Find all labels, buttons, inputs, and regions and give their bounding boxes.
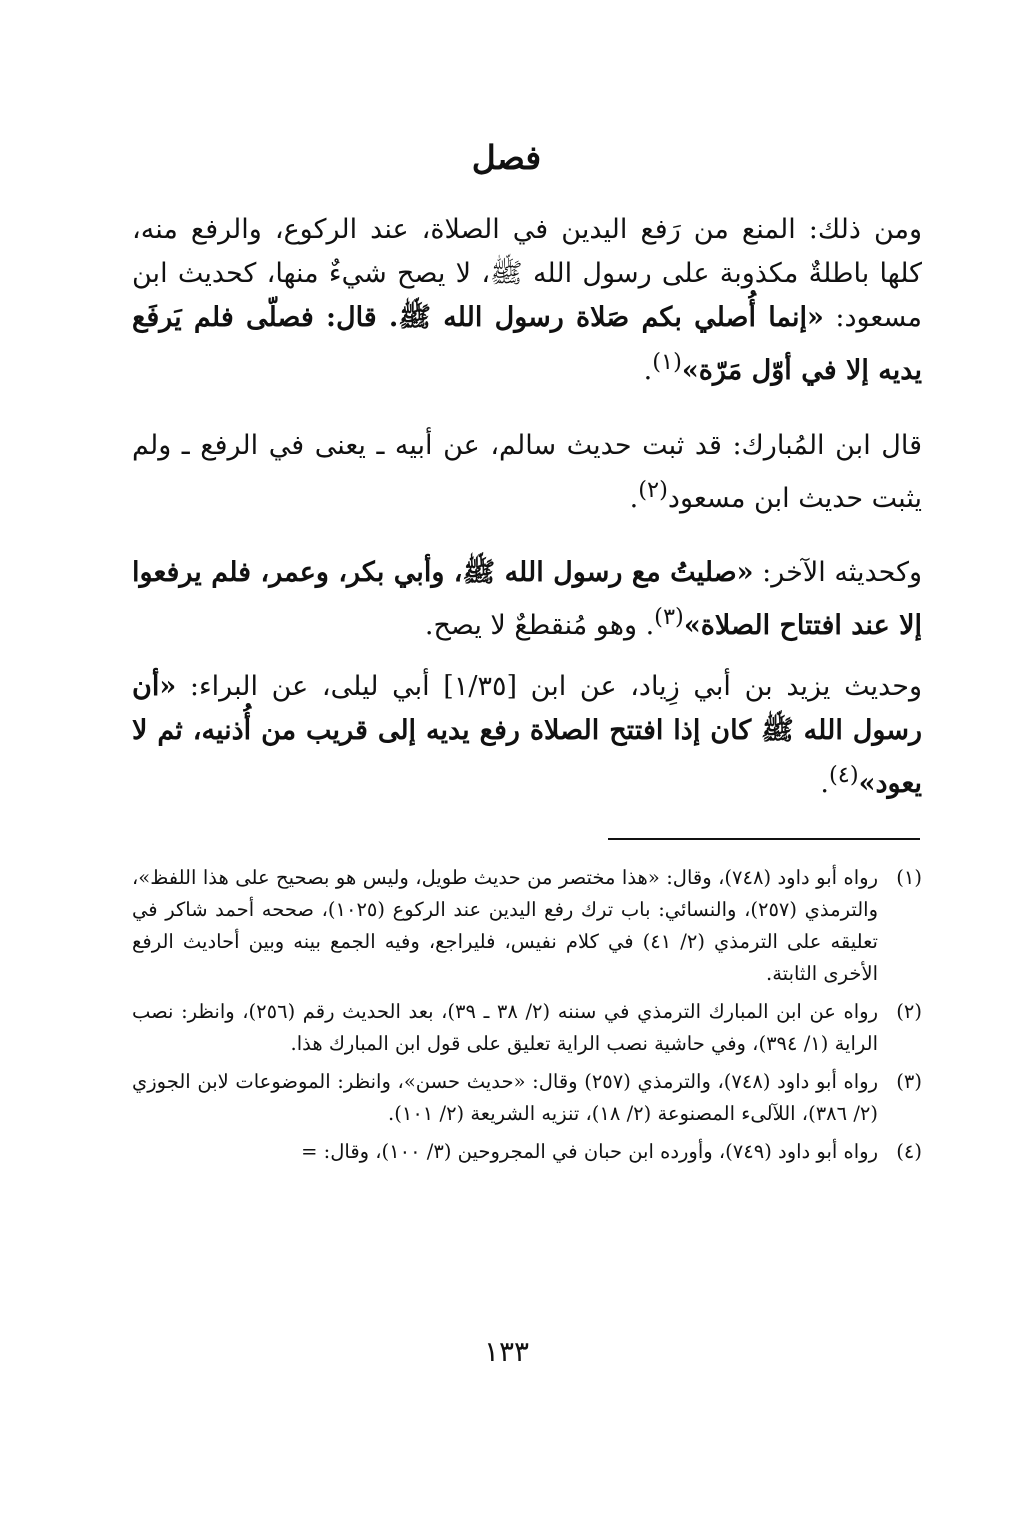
- footnote-4: [132, 1136, 922, 1168]
- hadith-quote-4: «أن رسول الله ﷺ كان إذا افتتح الصلاة رفع يديه إلى قريب من أُذنيه، ثم لا يعود»: [132, 671, 922, 799]
- footnote-text: رواه أبو داود (٧٤٩)، وأورده ابن حبان في المجروحين (٣/ ١٠٠)، وقال: =: [301, 1140, 878, 1163]
- page-number: ١٣٣: [483, 1335, 530, 1368]
- paragraph-4: [132, 665, 964, 806]
- paragraph-3-text: وكحديثه الآخر:: [753, 557, 922, 588]
- footnote-text: رواه أبو داود (٧٤٨)، والترمذي (٢٥٧) وقال: «حديث حسن»، وانظر: الموضوعات لابن الجوزي (٢/ ٣٨٦)، اللآلىء المصنوعة (٢/ ١٨)، تنزيه الشريعة (٢/ ١٠١).: [132, 1070, 878, 1125]
- paragraph-3: [132, 551, 964, 648]
- footnote-3: [132, 1066, 922, 1130]
- footnote-2: [132, 996, 922, 1060]
- footnote-ref-4[interactable]: (٤): [828, 762, 859, 788]
- footnote-number: (٣): [896, 1070, 922, 1093]
- section-heading: فصل: [471, 138, 542, 177]
- hadith-quote-3: «صليتُ مع رسول الله ﷺ، وأبي بكر، وعمر، فلم يرفعوا إلا عند افتتاح الصلاة»: [132, 557, 922, 641]
- paragraph-2-end: .: [629, 483, 639, 514]
- footnote-number: (٢): [896, 1000, 922, 1023]
- paragraph-3-comment: . وهو مُنقطعٌ لا يصح.: [424, 610, 655, 641]
- footnotes: [132, 862, 922, 1174]
- footnote-1: [132, 862, 922, 990]
- paragraph-2-text: قال ابن المُبارك: قد ثبت حديث سالم، عن أبيه ـ يعنى في الرفع ـ ولم يثبت حديث ابن مسعود: [132, 430, 922, 514]
- paragraph-4-text: وحديث يزيد بن أبي زِياد، عن ابن [١/٣٥] أبي ليلى، عن البراء:: [176, 671, 923, 702]
- paragraph-2: [132, 424, 964, 521]
- paragraph-1-text: ومن ذلك: المنع من رَفع اليدين في الصلاة، عند الركوع، والرفع منه، كلها باطلةٌ مكذوبة على رسول الله ﷺ، لا يصح شيءٌ منها، كحديث ابن مسعود:: [132, 214, 923, 333]
- footnote-number: (٤): [896, 1140, 922, 1163]
- footnote-separator: [608, 838, 920, 840]
- paragraph-1: [132, 208, 964, 393]
- footnote-text: رواه أبو داود (٧٤٨)، وقال: «هذا مختصر من حديث طويل، وليس هو بصحيح على هذا اللفظ»، والترمذي (٢٥٧)، والنسائي: باب ترك رفع اليدين عند الركوع (١٠٢٥)، صححه أحمد شاكر في تعليقه على الترمذي (٢/ ٤١) في كلام نفيس، فليراجع، وفيه الجمع بينه وبين أحاديث الرفع الأخرى الثابتة.: [132, 866, 879, 985]
- paragraph-1-end: .: [643, 355, 653, 386]
- footnote-ref-3[interactable]: (٣): [654, 604, 684, 630]
- footnote-ref-2[interactable]: (٢): [638, 477, 668, 503]
- hadith-quote-1: «إنما أُصلي بكم صَلاة رسول الله ﷺ. قال: فصلّى فلم يَرفَع يديه إلا في أوّل مَرّة»: [132, 302, 922, 386]
- footnote-number: (١): [896, 866, 922, 889]
- footnote-text: رواه عن ابن المبارك الترمذي في سننه (٢/ ٣٨ ـ ٣٩)، بعد الحديث رقم (٢٥٦)، وانظر: نصب الراية (١/ ٣٩٤)، وفي حاشية نصب الراية تعليق على قول ابن المبارك هذا.: [132, 1000, 878, 1055]
- footnote-ref-1[interactable]: (١): [652, 349, 682, 375]
- paragraph-4-end: .: [820, 768, 829, 799]
